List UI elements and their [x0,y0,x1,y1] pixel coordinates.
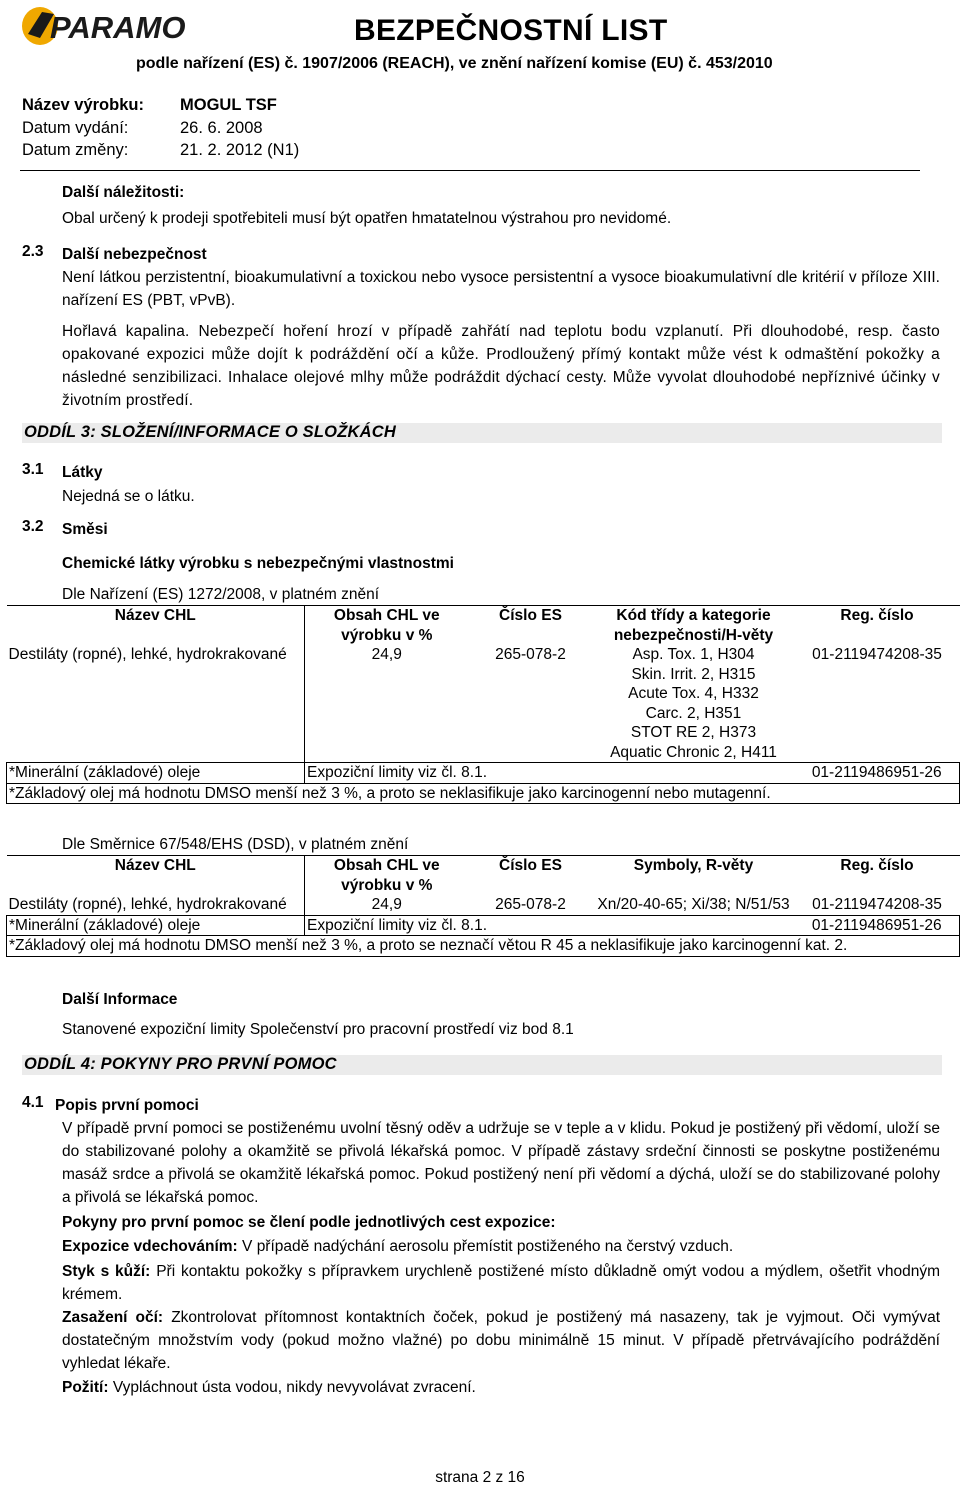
eye-contact-text: Zkontrolovat přítomnost kontaktních čoček, pokud je postižený má nasazeny, tak je vyjmout. Oči vymývat dostatečným množstvím vody (pokud možno vlažné) po dobu minimálně 15 minut. V případě přetrvávajícího podráždění vyhledat lékaře. [62,1309,941,1372]
product-name-value: MOGUL TSF [180,96,277,114]
cell-name: Destiláty (ropné), lehké, hydrokrakované [8,896,287,913]
section-4-1-heading: Popis první pomoci [55,1097,199,1114]
section-3-title: ODDÍL 3: SLOŽENÍ/INFORMACE O SLOŽKÁCH [24,423,396,441]
first-aid-intro: V případě první pomoci se postiženému uvolní těsný oděv a udržuje se v teple a v klidu. Pokud je postižený při vědomí, uloží se do stabilizované polohy a okamžitě se přivolá lékařská pomoc. V případě zástavy srdeční činnosti se poskytne postiženému masáž srdce a přivolá se okamžitě lékařská pomoc. Pokud postižený není při vědomí a dýchá, uloží se do stabilizované polohy a přivolá se lékařská pomoc. [62,1120,940,1206]
hazard-code: Skin. Irrit. 2, H315 [631,665,756,683]
hazard-code: Aquatic Chronic 2, H411 [610,743,777,761]
inhalation-text: V případě nadýchání aerosolu přemístit postiženého na čerstvý vzduch. [242,1238,734,1255]
change-date-label: Datum změny: [22,141,129,159]
col-header-codes: Kód třídy a kategorie nebezpečnosti/H-věty [613,607,774,644]
section-3-1-text: Nejedná se o látku. [62,488,195,505]
hazard-code: STOT RE 2, H373 [630,724,757,741]
table-header-row [7,606,960,646]
other-details-heading: Další náležitosti: [62,184,185,201]
cell-symbols: Xn/20-40-65; Xi/38; N/51/53 [597,896,790,913]
col-header-es: Číslo ES [499,607,562,624]
table-note: *Základový olej má hodnotu DMSO menší než 3 %, a proto se neznačí větou R 45 a neklasifikuje jako karcinogenní kat. 2. [7,936,960,957]
table-row [7,645,960,763]
section-2-3-paragraph-1: Není látkou perzistentní, bioakumulativní a toxickou nebo vysoce persistentní a vysoce bioakumulativní dle kritérií v příloze XIII. nařízení ES (PBT, vPvB). [62,269,940,309]
section-3-1-heading: Látky [62,464,103,481]
more-info-heading: Další Informace [62,991,178,1008]
other-details-text: Obal určený k prodeji spotřebiteli musí být opatřen hmatatelnou výstrahou pro nevidomé. [62,210,672,227]
table-row [7,763,960,784]
skin-contact-text: Při kontaktu pokožky s přípravkem urychleně postižené místo důkladně omýt vodou a mýdlem, ošetřit vhodným krémem. [62,1263,941,1303]
page-number: strana 2 z 16 [435,1469,525,1486]
header-divider [20,170,920,171]
inhalation-paragraph [62,1235,940,1258]
hazard-code: Carc. 2, H351 [645,704,742,722]
table1-caption: Dle Nařízení (ES) 1272/2008, v platném znění [62,586,380,603]
more-info-text: Stanovené expoziční limity Společenství pro pracovní prostředí viz bod 8.1 [62,1021,574,1038]
eye-contact-paragraph [62,1306,940,1375]
logo-wordmark: PARAMO [50,10,186,45]
cell-reg: 01-2119486951-26 [795,915,960,936]
cell-content: 24,9 [305,645,469,763]
exposure-routes-heading: Pokyny pro první pomoc se člení podle jednotlivých cest expozice: [62,1214,556,1231]
section-3-title-bar [22,423,942,443]
col-header-name: Název CHL [114,607,196,624]
section-2-3-number: 2.3 [22,243,44,260]
col-header-es: Číslo ES [499,857,562,874]
cell-name: *Minerální (základové) oleje [7,763,305,784]
ingestion-text: Vypláchnout ústa vodou, nikdy nevyvolávat zvracení. [112,1379,476,1396]
cell-es: 265-078-2 [495,896,566,913]
col-header-content: Obsah CHL ve výrobku v % [305,606,469,646]
col-header-reg: Reg. číslo [840,607,914,624]
section-3-2-number: 3.2 [22,518,44,535]
table-header-row [7,856,960,896]
document-title: BEZPEČNOSTNÍ LIST [354,14,668,47]
cell-limits: Expoziční limity viz čl. 8.1. [305,915,795,936]
hazard-code: Acute Tox. 4, H332 [628,685,759,702]
ingestion-paragraph [62,1376,940,1399]
cell-name: *Minerální (základové) oleje [7,915,305,936]
inhalation-label: Expozice vdechováním: [62,1238,238,1255]
table-note-row [7,783,960,804]
document-subtitle: podle nařízení (ES) č. 1907/2006 (REACH), ve znění nařízení komise (EU) č. 453/2010 [136,55,773,72]
cell-codes [593,645,795,763]
cell-limits: Expoziční limity viz čl. 8.1. [305,763,795,784]
table-clp [6,605,960,804]
cell-reg: 01-2119474208-35 [812,646,942,663]
chemicals-heading: Chemické látky výrobku s nebezpečnými vlastnostmi [62,555,454,572]
skin-contact-paragraph [62,1260,940,1306]
section-2-3-paragraph-2: Hořlavá kapalina. Nebezpečí hoření hrozí v případě zahřátí nad teplotu bodu vzplanutí. Při dlouhodobé, resp. často opakované expozici může dojít k podráždění očí a kůže. Prodloužený přímý kontakt může vést k odmaštění pokožky a následné senzibilizaci. Inhalace olejové mlhy může podráždit dýchací cesty. Může vyvolat dlouhodobé nepříznivé účinky v životním prostředí. [62,323,940,409]
col-header-symbols: Symboly, R-věty [633,857,754,874]
change-date-value: 21. 2. 2012 (N1) [180,141,300,159]
eye-contact-label: Zasažení očí: [62,1309,164,1326]
hazard-code: Asp. Tox. 1, H304 [632,646,755,663]
product-name-label: Název výrobku: [22,96,144,114]
paramo-logo [20,4,202,48]
cell-es: 265-078-2 [495,646,566,663]
col-header-name: Název CHL [114,857,196,874]
cell-reg: 01-2119486951-26 [795,763,960,784]
table-row [7,895,960,915]
ingestion-label: Požití: [62,1379,109,1396]
table-note-row [7,936,960,957]
issue-date-label: Datum vydání: [22,119,129,137]
section-4-title: ODDÍL 4: POKYNY PRO PRVNÍ POMOC [24,1055,337,1073]
cell-reg: 01-2119474208-35 [812,896,942,913]
table-note: *Základový olej má hodnotu DMSO menší než 3 %, a proto se neklasifikuje jako karcinogenní nebo mutagenní. [7,783,960,804]
table-dsd [6,855,960,957]
section-2-3-heading: Další nebezpečnost [62,246,207,263]
cell-name: Destiláty (ropné), lehké, hydrokrakované [8,646,287,663]
table2-caption: Dle Směrnice 67/548/EHS (DSD), v platném znění [62,836,409,853]
section-3-2-heading: Směsi [62,521,108,538]
issue-date-value: 26. 6. 2008 [180,119,263,137]
table-row [7,915,960,936]
skin-contact-label: Styk s kůží: [62,1263,151,1280]
col-header-content: Obsah CHL ve výrobku v % [305,856,469,896]
section-4-title-bar [22,1055,942,1075]
section-4-1-number: 4.1 [22,1094,44,1111]
col-header-reg: Reg. číslo [840,857,914,874]
cell-content: 24,9 [305,895,469,915]
section-3-1-number: 3.1 [22,461,44,478]
